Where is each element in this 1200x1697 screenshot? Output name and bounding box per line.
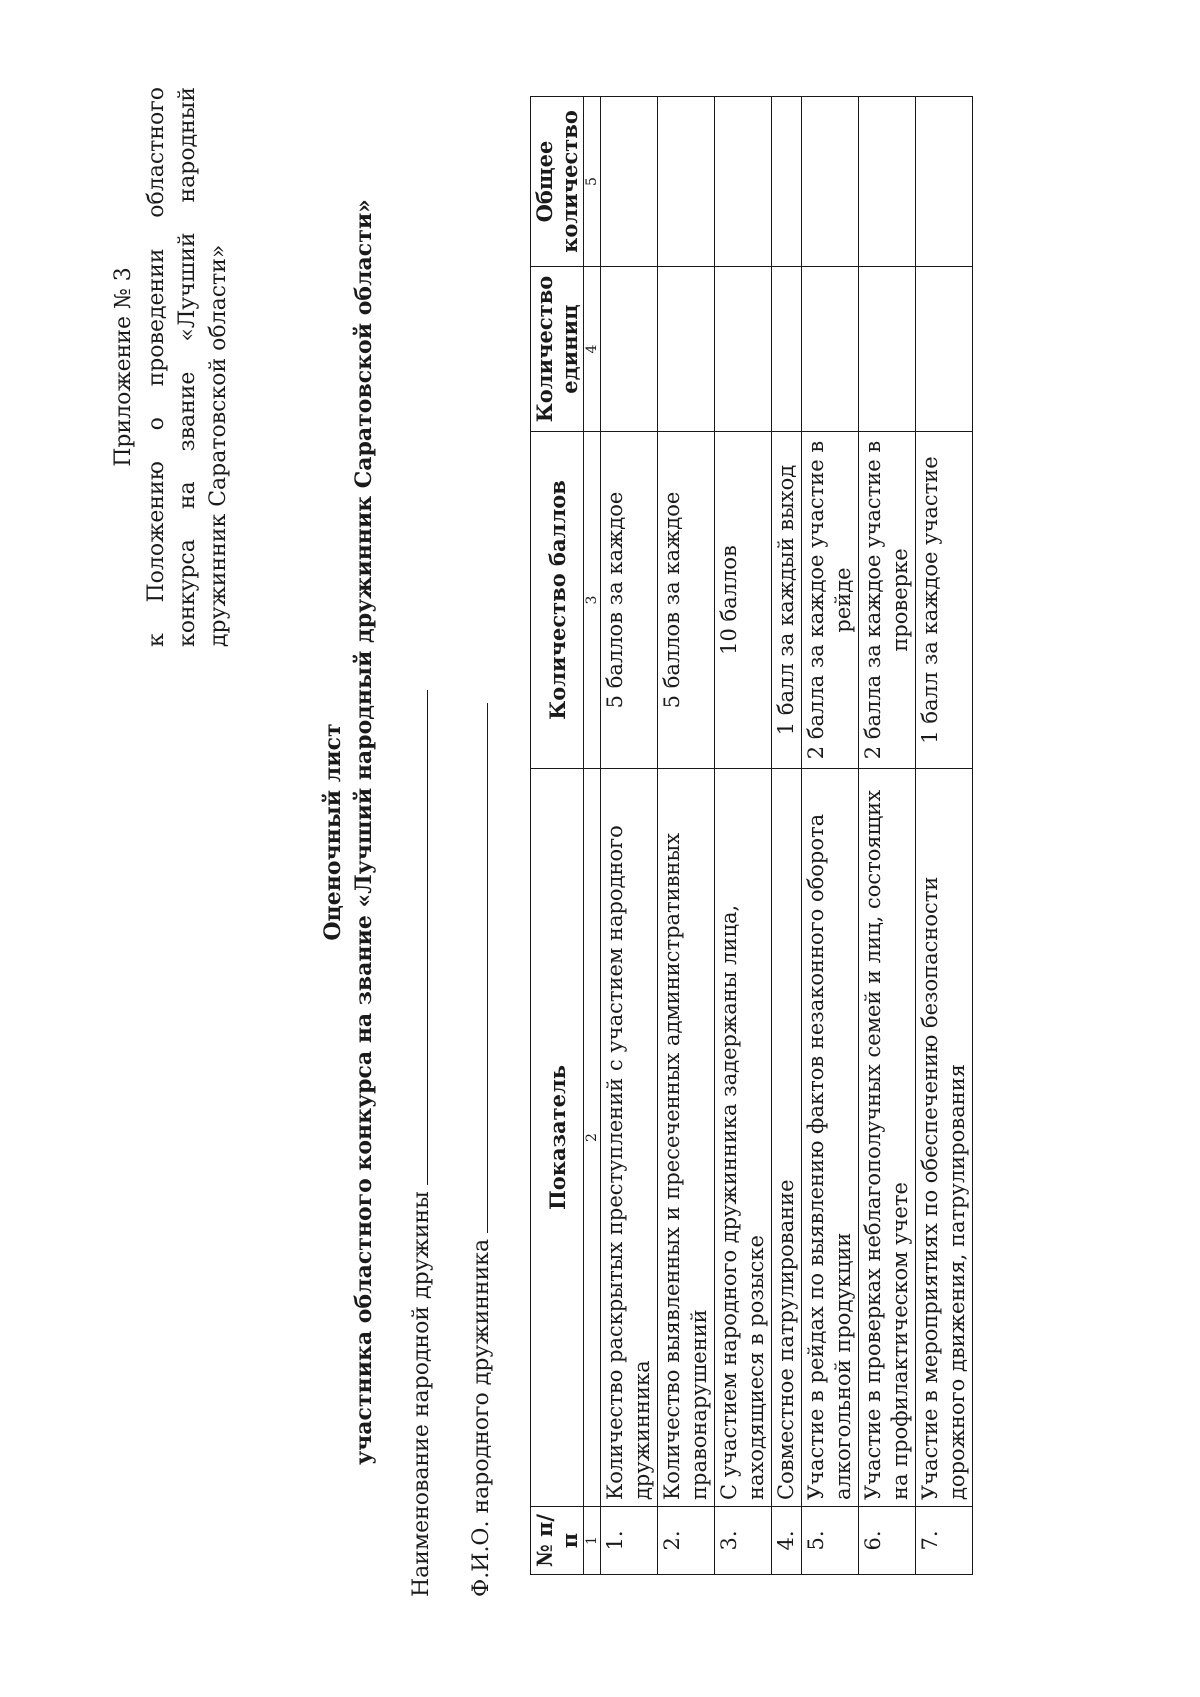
fio-label: Ф.И.О. народного дружинника	[469, 1238, 494, 1597]
row-indicator: Участие в проверках неблагополучных семей и лиц, состоящих на профилактическом учете	[859, 769, 916, 1507]
column-number: 3	[584, 432, 601, 769]
team-name-label: Наименование народной дружины	[409, 1191, 434, 1597]
row-number: 6.	[859, 1507, 916, 1575]
row-indicator: Количество выявленных и пресеченных административных правонарушений	[658, 769, 715, 1507]
column-number: 4	[584, 267, 601, 432]
row-units-cell[interactable]	[916, 267, 973, 432]
table-row	[772, 97, 802, 1575]
row-number: 2.	[658, 1507, 715, 1575]
table-row	[658, 97, 715, 1575]
appendix-heading: Приложение № 3	[111, 267, 136, 467]
row-indicator: Участие в мероприятиях по обеспечению безопасности дорожного движения, патрулирования	[916, 769, 973, 1507]
appendix-note	[108, 87, 234, 647]
row-indicator: Участие в рейдах по выявлению фактов незаконного оборота алкогольной продукции	[802, 769, 859, 1507]
row-points: 5 баллов за каждое	[658, 432, 715, 769]
header-indicator: Показатель	[531, 769, 584, 1507]
row-points: 2 балла за каждое участие в проверке	[859, 432, 916, 769]
row-units-cell[interactable]	[859, 267, 916, 432]
fio-field	[465, 703, 497, 1597]
row-units-cell[interactable]	[601, 267, 658, 432]
row-number: 7.	[916, 1507, 973, 1575]
title-line-1: Оценочный лист	[320, 723, 346, 941]
row-units-cell[interactable]	[658, 267, 715, 432]
header-units: Количество единиц	[531, 267, 584, 432]
score-table	[530, 96, 973, 1575]
row-total-cell[interactable]	[772, 97, 802, 267]
row-points: 2 балла за каждое участие в рейде	[802, 432, 859, 769]
table-row	[601, 97, 658, 1575]
row-units-cell[interactable]	[715, 267, 772, 432]
header-points: Количество баллов	[531, 432, 584, 769]
row-indicator: Совместное патрулирование	[772, 769, 802, 1507]
table-row	[715, 97, 772, 1575]
row-number: 4.	[772, 1507, 802, 1575]
table-header-row	[531, 97, 584, 1575]
document-title	[318, 97, 380, 1567]
row-indicator: С участием народного дружинника задержаны лица, находящиеся в розыске	[715, 769, 772, 1507]
team-name-field	[405, 690, 437, 1597]
table-row	[859, 97, 916, 1575]
row-units-cell[interactable]	[772, 267, 802, 432]
column-number: 5	[584, 97, 601, 267]
row-total-cell[interactable]	[715, 97, 772, 267]
row-indicator: Количество раскрытых преступлений с участием народного дружинника	[601, 769, 658, 1507]
row-points: 1 балл за каждый выход	[772, 432, 802, 769]
column-number: 2	[584, 769, 601, 1507]
row-total-cell[interactable]	[601, 97, 658, 267]
table-row	[916, 97, 973, 1575]
fio-blank[interactable]	[465, 703, 488, 1233]
row-points: 10 баллов	[715, 432, 772, 769]
row-units-cell[interactable]	[802, 267, 859, 432]
header-number: № п/п	[531, 1507, 584, 1575]
column-number-row	[584, 97, 601, 1575]
column-number: 1	[584, 1507, 601, 1575]
row-points: 5 баллов за каждое	[601, 432, 658, 769]
team-name-blank[interactable]	[405, 690, 428, 1185]
header-total: Общее количество	[531, 97, 584, 267]
row-total-cell[interactable]	[658, 97, 715, 267]
row-number: 5.	[802, 1507, 859, 1575]
table-row	[802, 97, 859, 1575]
row-total-cell[interactable]	[802, 97, 859, 267]
row-points: 1 балл за каждое участие	[916, 432, 973, 769]
row-number: 3.	[715, 1507, 772, 1575]
title-line-2: участника областного конкурса на звание «Лучший народный дружинник Саратовской области»	[351, 199, 377, 1465]
row-total-cell[interactable]	[916, 97, 973, 267]
row-total-cell[interactable]	[859, 97, 916, 267]
row-number: 1.	[601, 1507, 658, 1575]
appendix-body: к Положению о проведении областного конкурса на звание «Лучший народный дружинник Саратовской области»	[144, 87, 231, 647]
